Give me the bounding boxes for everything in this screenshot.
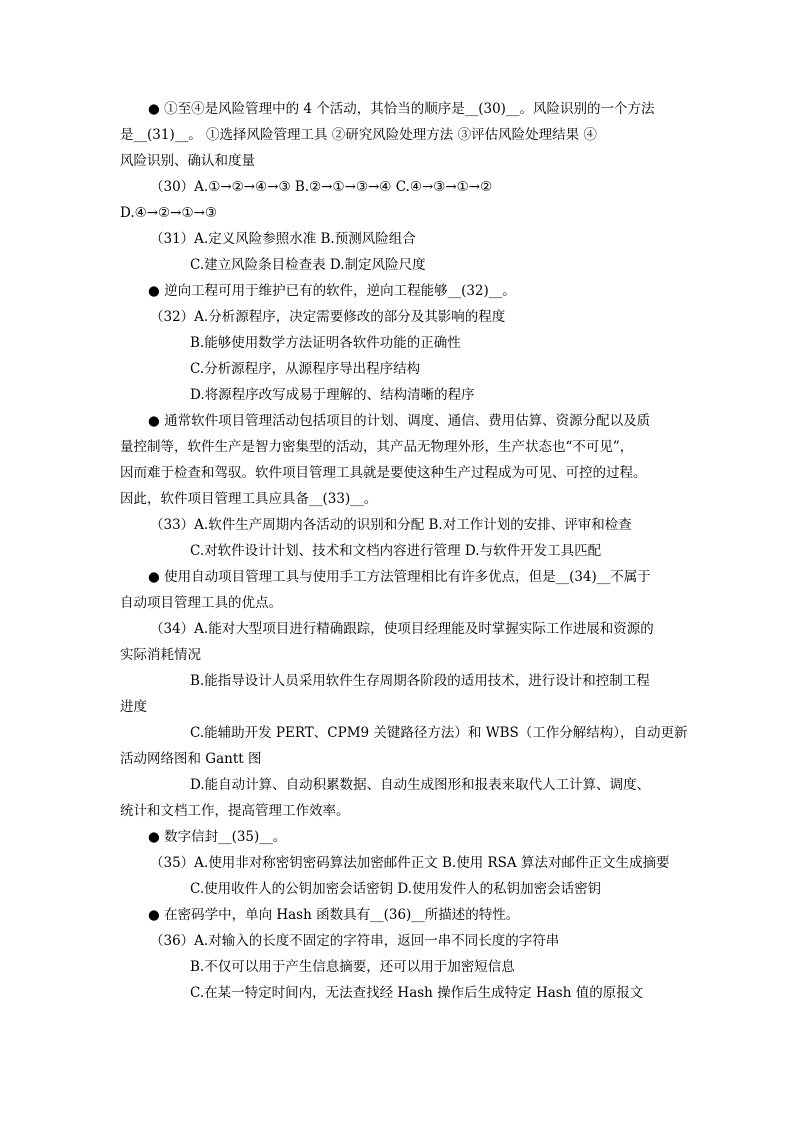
q36-option-b: B.不仅可以用于产生信息摘要，还可以用于加密短信息 [190,959,515,975]
q34-stem-line-2: 自动项目管理工具的优点。 [120,595,282,611]
q36-stem: ● 在密码学中，单向 Hash 函数具有__(36)__所描述的特性。 [148,907,520,923]
q34-option-c-line-1: C.能辅助开发 PERT、CPM9 关键路径方法）和 WBS（工作分解结构），自动更新 [190,725,688,741]
q33-options-line-1: （33）A.软件生产周期内各活动的识别和分配 B.对工作计划的安排、评审和检查 [150,517,632,533]
q33-stem-line-3: 因而难于检查和驾驭。软件项目管理工具就是要使这种生产过程成为可见、可控的过程。 [120,465,647,481]
q32-option-a: （32）A.分析源程序，决定需要修改的部分及其影响的程度 [150,309,506,325]
q32-stem: ● 逆向工程可用于维护已有的软件，逆向工程能够__(32)__。 [148,283,516,299]
q35-options-line-1: （35）A.使用非对称密钥密码算法加密邮件正文 B.使用 RSA 算法对邮件正文生成摘要 [150,855,670,871]
q32-option-c: C.分析源程序，从源程序导出程序结构 [190,361,421,377]
q34-option-b-line-2: 进度 [120,699,147,715]
q34-option-c-line-2: 活动网络图和 Gantt 图 [120,751,262,767]
q36-option-a: （36）A.对输入的长度不固定的字符串，返回一串不同长度的字符串 [150,933,560,949]
q30-stem-line-3: 风险识别、确认和度量 [120,153,255,169]
q30-stem-line-2: 是__(31)__。 ①选择风险管理工具 ②研究风险处理方法 ③评估风险处理结果 ④ [120,127,597,143]
q30-options-line-2: D.④→②→①→③ [120,205,217,221]
q34-stem-line-1: ● 使用自动项目管理工具与使用手工方法管理相比有许多优点，但是__(34)__不属于 [148,569,651,585]
q34-option-d-line-1: D.能自动计算、自动积累数据、自动生成图形和报表来取代人工计算、调度、 [190,777,651,793]
q30-options-line-1: （30）A.①→②→④→③ B.②→①→③→④ C.④→③→①→② [150,179,493,195]
q33-stem-line-1: ● 通常软件项目管理活动包括项目的计划、调度、通信、费用估算、资源分配以及质 [148,413,651,429]
q30-stem-line-1: ● ①至④是风险管理中的 4 个活动，其恰当的顺序是__(30)__。风险识别的一个方法 [148,101,655,117]
q34-option-b-line-1: B.能指导设计人员采用软件生存周期各阶段的适用技术，进行设计和控制工程 [190,673,650,689]
q33-stem-line-4: 因此，软件项目管理工具应具备__(33)__。 [120,491,378,507]
q35-stem: ● 数字信封__(35)__。 [148,829,287,845]
q36-option-c: C.在某一特定时间内，无法查找经 Hash 操作后生成特定 Hash 值的原报文 [190,985,644,1001]
q33-options-line-2: C.对软件设计计划、技术和文档内容进行管理 D.与软件开发工具匹配 [190,543,602,559]
q35-options-line-2: C.使用收件人的公钥加密会话密钥 D.使用发件人的私钥加密会话密钥 [190,881,602,897]
q34-option-d-line-2: 统计和文档工作，提高管理工作效率。 [120,803,350,819]
q32-option-b: B.能够使用数学方法证明各软件功能的正确性 [190,335,461,351]
q34-option-a-line-2: 实际消耗情况 [120,647,201,663]
q32-option-d: D.将源程序改写成易于理解的、结构清晰的程序 [190,387,475,403]
q33-stem-line-2: 量控制等，软件生产是智力密集型的活动，其产品无物理外形，生产状态也“不可见”， [120,439,634,455]
q31-options-line-2: C.建立风险条目检查表 D.制定风险尺度 [190,257,426,273]
q34-option-a-line-1: （34）A.能对大型项目进行精确跟踪，使项目经理能及时掌握实际工作进展和资源的 [150,621,654,637]
q31-options-line-1: （31）A.定义风险参照水准 B.预测风险组合 [150,231,416,247]
